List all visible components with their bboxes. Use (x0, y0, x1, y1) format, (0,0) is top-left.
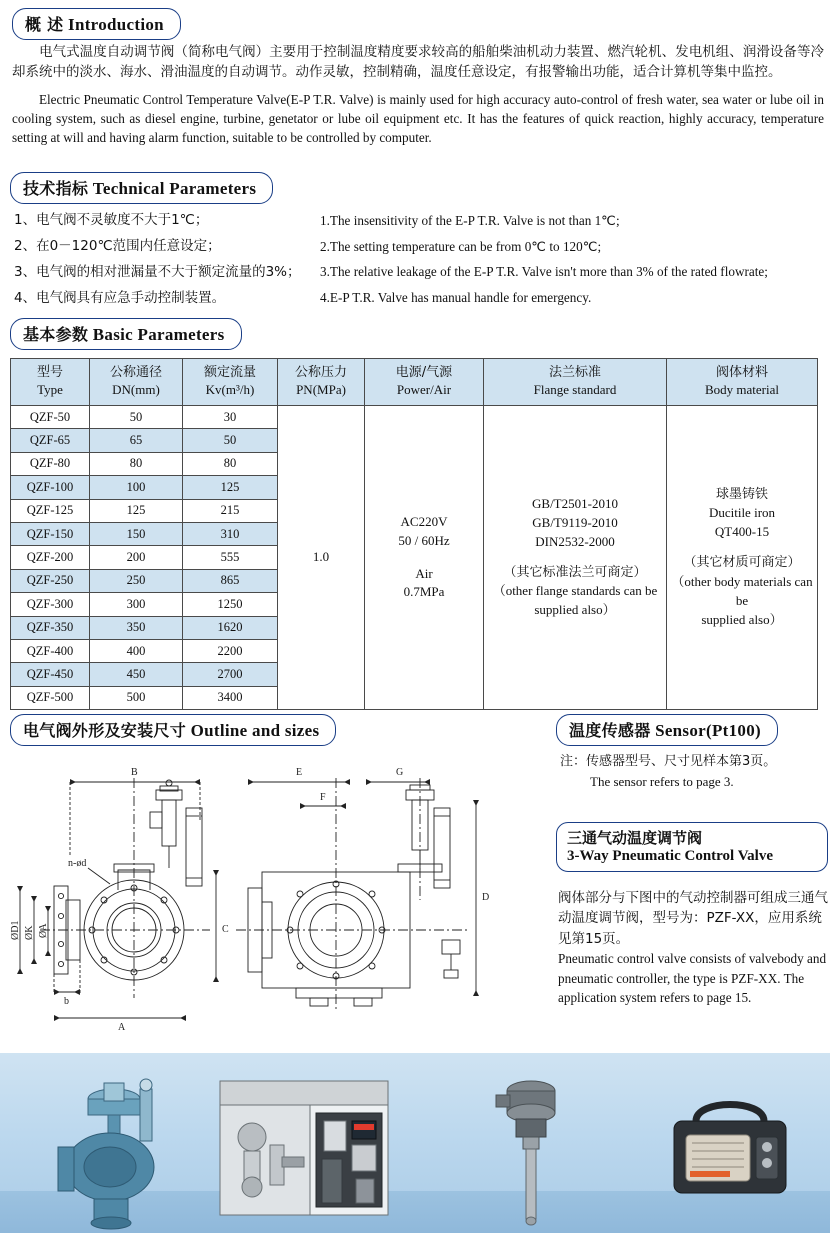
cell-type: QZF-500 (11, 686, 90, 709)
cell-type: QZF-100 (11, 476, 90, 499)
col-power (365, 359, 484, 406)
technical-item-cn: 1、电气阀不灵敏度不大于1℃； (14, 212, 209, 228)
col-dn-cn: 公称通径 (109, 365, 162, 381)
body-line: （其它材质可商定） (683, 555, 801, 571)
cell-type: QZF-150 (11, 522, 90, 545)
outline-title-cn: 电气阀外形及安装尺寸 (23, 721, 187, 740)
section-heading-basic (10, 318, 242, 350)
way3-body-cn: 阀体部分与下图中的气动控制器可组成三通气动温度调节阀，型号为：PZF-XX，应用系统见第15页。 (558, 890, 828, 947)
table-header (11, 359, 818, 406)
technical-item-en: 2.The setting temperature can be from 0℃ to 120℃; (320, 238, 602, 254)
sensor-note (560, 752, 826, 791)
table-row (11, 406, 818, 429)
body-line: （other body materials can be (671, 573, 813, 608)
photo-temperature-sensor (476, 1073, 586, 1229)
cell-kv: 1250 (183, 593, 278, 616)
power-line: 0.7MPa (403, 584, 445, 600)
svg-text:E: E (296, 767, 303, 778)
svg-text:ØK: ØK (24, 925, 35, 940)
col-dn (90, 359, 183, 406)
photo-control-cabinet (216, 1075, 392, 1225)
table-body (11, 406, 818, 710)
cell-dn: 400 (90, 639, 183, 662)
section-heading-outline (10, 714, 336, 746)
cell-type: QZF-200 (11, 546, 90, 569)
section-heading-sensor (556, 714, 778, 746)
body-line: supplied also） (701, 611, 783, 627)
sensor-title-en: Sensor(Pt100) (655, 721, 761, 740)
cell-dn: 80 (90, 452, 183, 475)
col-type (11, 359, 90, 406)
technical-item-en: 4.E-P T.R. Valve has manual handle for emergency. (320, 290, 592, 306)
table-header-row (11, 359, 818, 406)
col-power-cn: 电源/气源 (395, 365, 453, 381)
way3-title-cn: 三通气动温度调节阀 (567, 829, 703, 847)
sensor-note-en: The sensor refers to page 3. (590, 773, 734, 789)
way3-body (558, 888, 828, 1008)
svg-text:D: D (482, 892, 490, 903)
cell-dn: 500 (90, 686, 183, 709)
section-heading-introduction (12, 8, 181, 40)
col-kv-cn: 额定流量 (203, 365, 256, 381)
cell-type: QZF-65 (11, 429, 90, 452)
body-line: Ducitile iron (708, 505, 776, 521)
col-dn-en: DN(mm) (112, 382, 160, 397)
way3-body-en: Pneumatic control valve consists of valvebody and pneumatic controller, the type is PZF-XX. The application system refers to page 15. (558, 950, 827, 1006)
svg-text:B: B (131, 767, 138, 778)
svg-text:F: F (320, 792, 326, 803)
basic-title-en: Basic Parameters (92, 325, 225, 344)
body-line: QT400-15 (714, 524, 770, 540)
intro-title-cn: 概 述 (25, 15, 64, 34)
cell-dn: 300 (90, 593, 183, 616)
cell-type: QZF-80 (11, 452, 90, 475)
cell-kv: 50 (183, 429, 278, 452)
section-heading-3way (556, 822, 828, 872)
cell-pn: 1.0 (278, 406, 365, 710)
cell-type: QZF-125 (11, 499, 90, 522)
technical-item-cn: 2、在0－120℃范围内任意设定； (14, 237, 221, 254)
cell-type: QZF-350 (11, 616, 90, 639)
tech-title-cn: 技术指标 (23, 179, 89, 198)
cell-kv: 2700 (183, 663, 278, 686)
col-pn (278, 359, 365, 406)
svg-text:G: G (396, 767, 404, 778)
technical-item-en: 3.The relative leakage of the E-P T.R. Valve isn't more than 3% of the rated flowrate; (320, 264, 768, 280)
flange-line: GB/T9119-2010 (532, 514, 618, 530)
technical-item-cn: 4、电气阀具有应急手动控制装置。 (14, 289, 226, 306)
cell-dn: 200 (90, 546, 183, 569)
cell-kv: 80 (183, 452, 278, 475)
parameters-table (10, 358, 818, 710)
body-line: 球墨铸铁 (715, 486, 768, 502)
svg-text:n-ød: n-ød (68, 858, 87, 869)
flange-line: （other flange standards can be (492, 583, 658, 599)
cell-power-air (365, 406, 484, 710)
col-flange (484, 359, 667, 406)
cell-type: QZF-50 (11, 406, 90, 429)
col-body-en: Body material (704, 382, 779, 397)
cell-kv: 310 (183, 522, 278, 545)
flange-line: （其它标准法兰可商定） (503, 564, 647, 580)
cell-kv: 1620 (183, 616, 278, 639)
col-kv-en: Kv(m³/h) (205, 382, 255, 397)
cell-dn: 100 (90, 476, 183, 499)
flange-line: DIN2532-2000 (535, 533, 615, 549)
basic-title-cn: 基本参数 (23, 325, 89, 344)
outline-title-en: Outline and sizes (190, 721, 320, 740)
flange-line: supplied also） (534, 602, 616, 618)
tech-title-en: Technical Parameters (92, 179, 257, 198)
photo-controller-unit (660, 1093, 800, 1213)
cell-kv: 3400 (183, 686, 278, 709)
cell-dn: 65 (90, 429, 183, 452)
col-pn-en: PN(MPa) (296, 382, 346, 397)
cell-kv: 125 (183, 476, 278, 499)
photo-pneumatic-valve (48, 1071, 198, 1231)
spacer (667, 542, 817, 554)
cell-kv: 865 (183, 569, 278, 592)
svg-text:ØD1: ØD1 (10, 920, 21, 940)
section-heading-technical (10, 172, 273, 204)
intro-paragraph-en: Electric Pneumatic Control Temperature Valve(E-P T.R. Valve) is mainly used for high accuracy auto-control of fresh water, sea water or lube oil in cooling system, such as diesel engine, turbine, genetator or lube oil equipment etc. It has the features of quick reaction, highly accuracy, temperature setting at will and having alarm function, suitable to be controlled by computer. (12, 92, 824, 146)
col-power-en: Power/Air (396, 382, 452, 397)
spacer (365, 551, 483, 565)
col-flange-en: Flange standard (533, 382, 617, 397)
col-type-en: Type (37, 382, 63, 397)
intro-title-en: Introduction (68, 15, 164, 34)
cell-kv: 2200 (183, 639, 278, 662)
cell-body-material (667, 406, 818, 710)
flange-line: GB/T2501-2010 (532, 496, 618, 511)
intro-paragraph-cn: 电气式温度自动调节阀（简称电气阀）主要用于控制温度精度要求较高的船舶柴油机动力装置、燃汽轮机、发电机组、润滑设备等冷却系统中的淡水、海水、滑油温度的自动调节。动作灵敏，控制精确，温度任意设定，有报警输出功能，适合计算机等集中监控。 (12, 44, 824, 81)
cell-dn: 50 (90, 406, 183, 429)
cell-dn: 250 (90, 569, 183, 592)
cell-dn: 125 (90, 499, 183, 522)
cell-dn: 450 (90, 663, 183, 686)
col-kv (183, 359, 278, 406)
col-body (667, 359, 818, 406)
cell-type: QZF-400 (11, 639, 90, 662)
technical-item-en: 1.The insensitivity of the E-P T.R. Valve is not than 1℃; (320, 213, 620, 228)
svg-text:b: b (64, 996, 69, 1007)
sensor-title-cn: 温度传感器 (569, 721, 651, 740)
cell-flange-standard (484, 406, 667, 710)
cell-type: QZF-250 (11, 569, 90, 592)
cell-dn: 350 (90, 616, 183, 639)
cell-kv: 215 (183, 499, 278, 522)
svg-text:ØA: ØA (38, 923, 49, 938)
svg-text:C: C (222, 924, 229, 935)
cell-kv: 30 (183, 406, 278, 429)
technical-item-cn: 3、电气阀的相对泄漏量不大于额定流量的3%； (14, 263, 301, 280)
valve-outline-drawing (10, 760, 540, 1040)
cell-dn: 150 (90, 522, 183, 545)
svg-text:A: A (118, 1022, 126, 1033)
product-photo-band (0, 1053, 830, 1233)
cell-type: QZF-300 (11, 593, 90, 616)
sensor-note-cn: 注：传感器型号、尺寸见样本第3页。 (560, 754, 777, 769)
technical-list-cn (14, 208, 314, 312)
col-body-cn: 阀体材料 (715, 365, 768, 381)
way3-title-en: 3-Way Pneumatic Control Valve (567, 848, 773, 864)
spacer (484, 552, 666, 564)
power-line: AC220V (400, 513, 448, 529)
power-line: 50 / 60Hz (398, 532, 450, 548)
col-type-cn: 型号 (36, 365, 63, 381)
cell-type: QZF-450 (11, 663, 90, 686)
cell-kv: 555 (183, 546, 278, 569)
col-pn-cn: 公称压力 (294, 365, 347, 381)
outline-svg (10, 760, 540, 1040)
power-line: Air (415, 565, 433, 581)
col-flange-cn: 法兰标准 (548, 365, 601, 381)
technical-list-en (320, 208, 820, 311)
